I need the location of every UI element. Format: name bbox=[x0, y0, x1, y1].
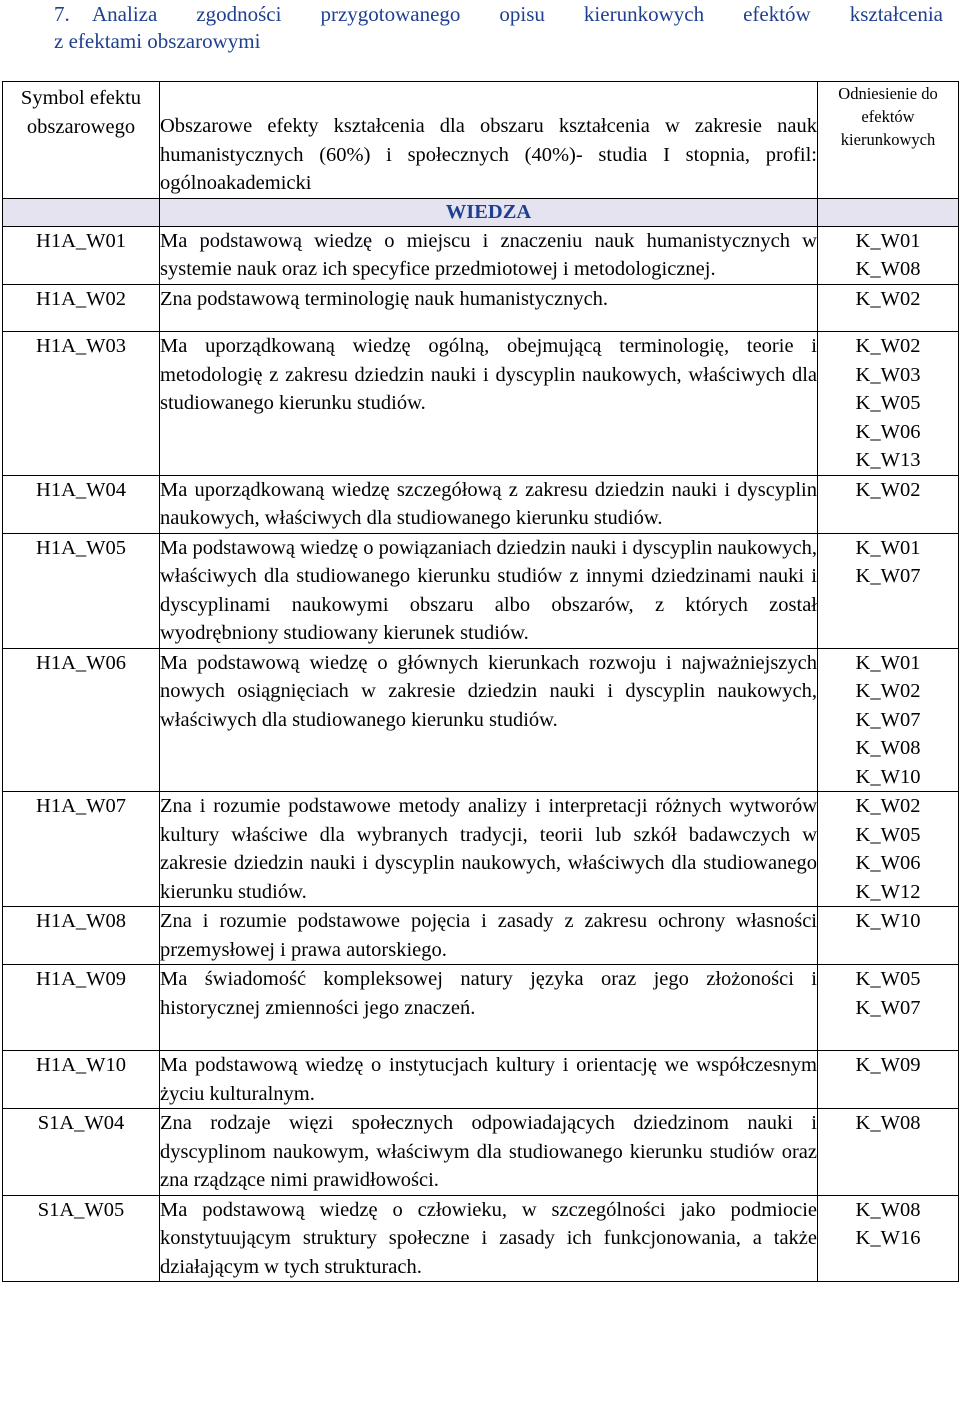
ref-code: K_W06 bbox=[855, 852, 921, 874]
outcome-refs bbox=[818, 1109, 959, 1196]
ref-code: K_W05 bbox=[855, 823, 921, 846]
ref-code: K_W05 bbox=[855, 968, 921, 990]
ref-code: K_W02 bbox=[855, 287, 921, 310]
table-row bbox=[3, 533, 959, 648]
outcome-refs bbox=[818, 533, 959, 648]
table-header-row bbox=[3, 82, 959, 199]
outcome-symbol: S1A_W05 bbox=[3, 1195, 160, 1282]
table-row bbox=[3, 648, 959, 792]
ref-code: K_W03 bbox=[855, 363, 921, 386]
outcome-symbol: H1A_W02 bbox=[3, 284, 160, 332]
ref-code: K_W01 bbox=[855, 229, 921, 252]
outcome-refs bbox=[818, 1051, 959, 1109]
section-title: WIEDZA bbox=[160, 198, 818, 226]
table-row bbox=[3, 1109, 959, 1196]
ref-code: K_W16 bbox=[855, 1227, 921, 1249]
outcome-refs bbox=[818, 284, 959, 332]
outcome-refs bbox=[818, 1195, 959, 1282]
header-refs: Odniesienie do efektów kierunkowych bbox=[818, 82, 959, 199]
ref-code: K_W02 bbox=[855, 335, 921, 357]
table-row bbox=[3, 907, 959, 965]
outcome-description: Zna i rozumie podstawowe pojęcia i zasady z zakresu ochrony własności przemysłowej i prawa autorskiego. bbox=[160, 907, 818, 965]
outcome-description: Zna rodzaje więzi społecznych odpowiadających dziedzinom nauki i dyscyplinom naukowym, właściwym dla studiowanego kierunku studiów oraz zna rządzące nimi prawidłowości. bbox=[160, 1109, 818, 1196]
outcome-refs bbox=[818, 792, 959, 907]
ref-code: K_W08 bbox=[855, 1198, 921, 1221]
heading-number: 7. bbox=[54, 2, 70, 26]
outcome-description: Ma świadomość kompleksowej natury języka oraz jego złożoności i historycznej zmienności jego znaczeń. bbox=[160, 965, 818, 1051]
ref-code: K_W10 bbox=[855, 910, 921, 932]
ref-code: K_W08 bbox=[855, 258, 921, 280]
outcome-symbol: H1A_W05 bbox=[3, 533, 160, 648]
outcome-symbol: H1A_W04 bbox=[3, 475, 160, 533]
outcome-symbol: H1A_W07 bbox=[3, 792, 160, 907]
outcome-description: Zna i rozumie podstawowe metody analizy i interpretacji różnych wytworów kultury właściwe dla wybranych tradycji, teorii lub szkół badawczych w zakresie dziedzin nauki i dyscyplin naukowych, właściwych dla studiowanego kierunku studiów. bbox=[160, 792, 818, 907]
table-row bbox=[3, 1195, 959, 1282]
outcome-symbol: H1A_W10 bbox=[3, 1051, 160, 1109]
outcome-refs bbox=[818, 907, 959, 965]
ref-code: K_W02 bbox=[855, 795, 921, 817]
table-row bbox=[3, 475, 959, 533]
outcome-description: Ma podstawową wiedzę o instytucjach kultury i orientację we współczesnym życiu kulturalnym. bbox=[160, 1051, 818, 1109]
outcome-refs bbox=[818, 332, 959, 476]
outcome-refs bbox=[818, 475, 959, 533]
heading-line-1: Analiza zgodności przygotowanego opisu kierunkowych efektów kształcenia bbox=[92, 2, 943, 26]
table-row bbox=[3, 1051, 959, 1109]
ref-code: K_W08 bbox=[855, 1112, 921, 1134]
outcome-description: Ma uporządkowaną wiedzę szczegółową z zakresu dziedzin nauki i dyscyplin naukowych, właściwych dla studiowanego kierunku studiów. bbox=[160, 475, 818, 533]
outcome-description: Ma uporządkowaną wiedzę ogólną, obejmującą terminologię, teorie i metodologię z zakresu dziedzin nauki i dyscyplin naukowych, właściwych dla studiowanego kierunku studiów. bbox=[160, 332, 818, 476]
outcome-refs bbox=[818, 648, 959, 792]
ref-code: K_W12 bbox=[855, 880, 921, 903]
ref-code: K_W05 bbox=[855, 392, 921, 414]
outcome-symbol: H1A_W03 bbox=[3, 332, 160, 476]
ref-code: K_W02 bbox=[855, 680, 921, 702]
ref-code: K_W07 bbox=[855, 996, 921, 1019]
outcome-description: Ma podstawową wiedzę o miejscu i znaczeniu nauk humanistycznych w systemie nauk oraz ich specyfice przedmiotowej i metodologicznej. bbox=[160, 226, 818, 284]
outcome-symbol: S1A_W04 bbox=[3, 1109, 160, 1196]
outcome-description: Zna podstawową terminologię nauk humanistycznych. bbox=[160, 284, 818, 332]
header-symbol: Symbol efektu obszarowego bbox=[3, 82, 160, 199]
ref-code: K_W02 bbox=[855, 478, 921, 501]
heading-line-2: z efektami obszarowymi bbox=[54, 29, 261, 53]
table-row bbox=[3, 792, 959, 907]
table-row bbox=[3, 332, 959, 476]
outcome-symbol: H1A_W09 bbox=[3, 965, 160, 1051]
outcome-symbol: H1A_W01 bbox=[3, 226, 160, 284]
ref-code: K_W01 bbox=[855, 536, 921, 559]
ref-code: K_W13 bbox=[855, 449, 921, 471]
ref-code: K_W08 bbox=[855, 737, 921, 759]
learning-outcomes-table bbox=[2, 81, 959, 1282]
ref-code: K_W07 bbox=[855, 565, 921, 587]
ref-code: K_W07 bbox=[855, 708, 921, 731]
outcome-symbol: H1A_W08 bbox=[3, 907, 160, 965]
header-description: Obszarowe efekty kształcenia dla obszaru kształcenia w zakresie nauk humanistycznych (60%) i społecznych (40%)- studia I stopnia, profil: ogólnoakademicki bbox=[160, 82, 818, 199]
outcome-refs bbox=[818, 226, 959, 284]
table-row bbox=[3, 226, 959, 284]
section-row bbox=[3, 198, 959, 226]
outcome-symbol: H1A_W06 bbox=[3, 648, 160, 792]
ref-code: K_W10 bbox=[855, 765, 921, 788]
outcome-refs bbox=[818, 965, 959, 1051]
outcome-description: Ma podstawową wiedzę o głównych kierunkach rozwoju i najważniejszych nowych osiągnięciach w zakresie dziedzin nauki i dyscyplin naukowych, właściwych dla studiowanego kierunku studiów. bbox=[160, 648, 818, 792]
table-row bbox=[3, 284, 959, 332]
ref-code: K_W01 bbox=[855, 651, 921, 674]
ref-code: K_W06 bbox=[855, 420, 921, 443]
outcome-description: Ma podstawową wiedzę o człowieku, w szczególności jako podmiocie konstytuującym struktury społeczne i zasady ich funkcjonowania, a także działającym w tych strukturach. bbox=[160, 1195, 818, 1282]
table-row bbox=[3, 965, 959, 1051]
outcome-description: Ma podstawową wiedzę o powiązaniach dziedzin nauki i dyscyplin naukowych, właściwych dla studiowanego kierunku studiów z innymi dziedzinami nauki i dyscyplinami naukowymi obszaru albo obszarów, z których został wyodrębniony studiowany kierunek studiów. bbox=[160, 533, 818, 648]
ref-code: K_W09 bbox=[855, 1054, 921, 1076]
